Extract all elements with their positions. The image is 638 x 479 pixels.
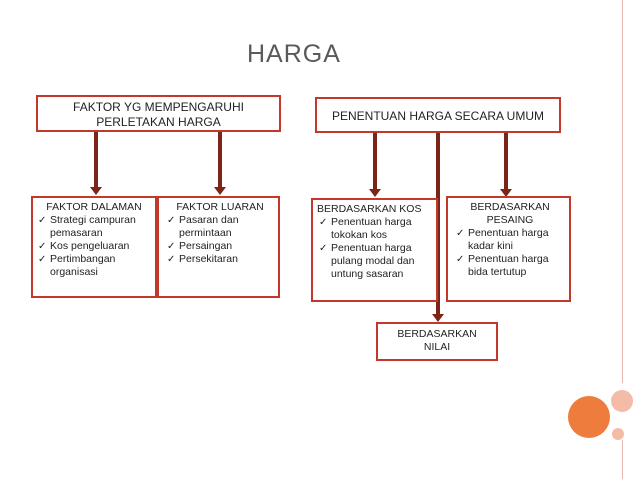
berdasarkan-kos-item: ✓ Penentuan harga tokokan kos [317,216,433,242]
arrow-berdasarkan-kos [369,189,381,197]
slide-title: HARGA [247,40,341,68]
faktor-luaran-item: ✓ Persaingan [165,240,275,253]
berdasarkan-nilai-line2: NILAI [423,341,451,353]
decor-vertical-line-top [622,0,623,383]
berdasarkan-pesaing-item: ✓ Penentuan harga kadar kini [454,227,566,253]
faktor-dalaman-box [31,196,157,298]
connector-berdasarkan-kos [373,133,377,190]
left-header-box [36,95,281,132]
berdasarkan-kos-item: ✓ Penentuan harga pulang modal dan untung sasaran [317,242,433,281]
decor-vertical-line-bottom [622,440,623,479]
berdasarkan-nilai-box [376,322,498,361]
faktor-luaran-title: FAKTOR LUARAN [176,201,264,213]
arrow-faktor-dalaman [90,187,102,195]
arrow-faktor-luaran [214,187,226,195]
berdasarkan-pesaing-box [446,196,571,302]
arrow-berdasarkan-nilai [432,314,444,322]
connector-faktor-dalaman [94,132,98,188]
faktor-luaran-item: ✓ Pasaran dan permintaan [165,214,275,240]
berdasarkan-nilai-line1: BERDASARKAN [397,328,477,340]
decor-circle-small-bottom [612,428,624,440]
right-header-label: PENENTUAN HARGA SECARA UMUM [331,109,545,123]
right-header-box [315,97,561,133]
decor-circle-small-top [611,390,633,412]
faktor-luaran-box [157,196,280,298]
faktor-luaran-item: ✓ Persekitaran [165,253,275,266]
faktor-dalaman-item: ✓ Kos pengeluaran [36,240,152,253]
connector-faktor-luaran [218,132,222,188]
faktor-dalaman-item: ✓ Pertimbangan organisasi [36,253,152,279]
faktor-dalaman-item: ✓ Strategi campuran pemasaran [36,214,152,240]
berdasarkan-pesaing-title-line1: BERDASARKAN [470,201,550,213]
berdasarkan-kos-box [311,198,438,302]
connector-berdasarkan-pesaing [504,133,508,190]
berdasarkan-pesaing-title-line2: PESAING [486,214,534,226]
berdasarkan-kos-title: BERDASARKAN KOS [317,203,422,215]
faktor-dalaman-title: FAKTOR DALAMAN [46,201,142,213]
left-header-line2: PERLETAKAN HARGA [96,115,221,129]
left-header-line1: FAKTOR YG MEMPENGARUHI [73,100,244,114]
berdasarkan-pesaing-item: ✓ Penentuan harga bida tertutup [454,253,566,279]
decor-circle-orange [568,396,610,438]
